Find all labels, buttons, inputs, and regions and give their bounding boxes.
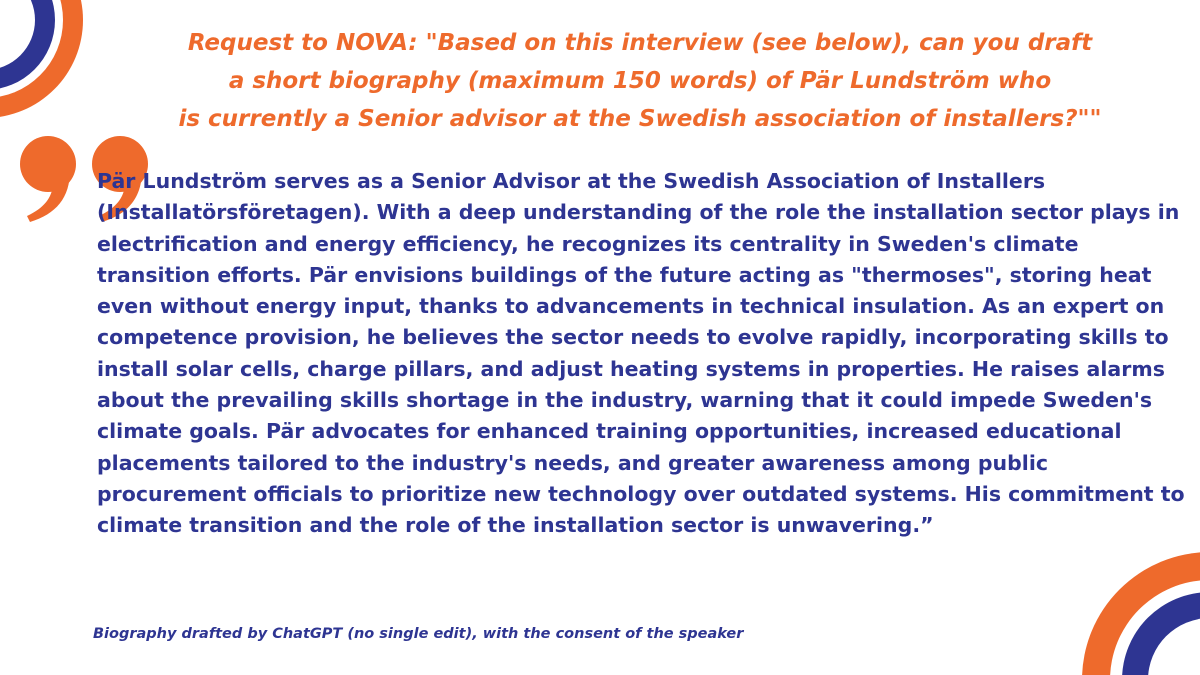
attribution-caption: Biography drafted by ChatGPT (no single edit), with the consent of the speaker	[93, 626, 744, 642]
biography-text: Pär Lundström serves as a Senior Advisor at the Swedish Association of Installers (Installatörsföretagen). With a deep understanding of the role the installation sector plays in electrification and energy efficiency, he recognizes its centrality in Sweden's climate transition efforts. Pär envisions buildings of the future acting as "thermoses", storing heat even without energy input, thanks to advancements in technical insulation. As an expert on competence provision, he believes the sector needs to evolve rapidly, incorporating skills to install solar cells, charge pillars, and adjust heating systems in properties. He raises alarms about the prevailing skills shortage in the industry, warning that it could impede Sweden's climate goals. Pär advocates for enhanced training opportunities, increased educational placements tailored to the industry's needs, and greater awareness among public procurement officials to prioritize new technology over outdated systems. His commitment to climate transition and the role of the installation sector is unwavering.”	[97, 169, 1185, 538]
request-line: Request to NOVA: "Based on this interview (see below), can you draft	[187, 30, 1093, 56]
top-left-arcs	[0, 0, 83, 118]
request-prompt	[130, 24, 1150, 138]
request-line: a short biography (maximum 150 words) of Pär Lundström who	[228, 68, 1052, 94]
bottom-right-arcs	[1082, 552, 1200, 675]
request-line: is currently a Senior advisor at the Swedish association of installers?""	[178, 106, 1102, 132]
